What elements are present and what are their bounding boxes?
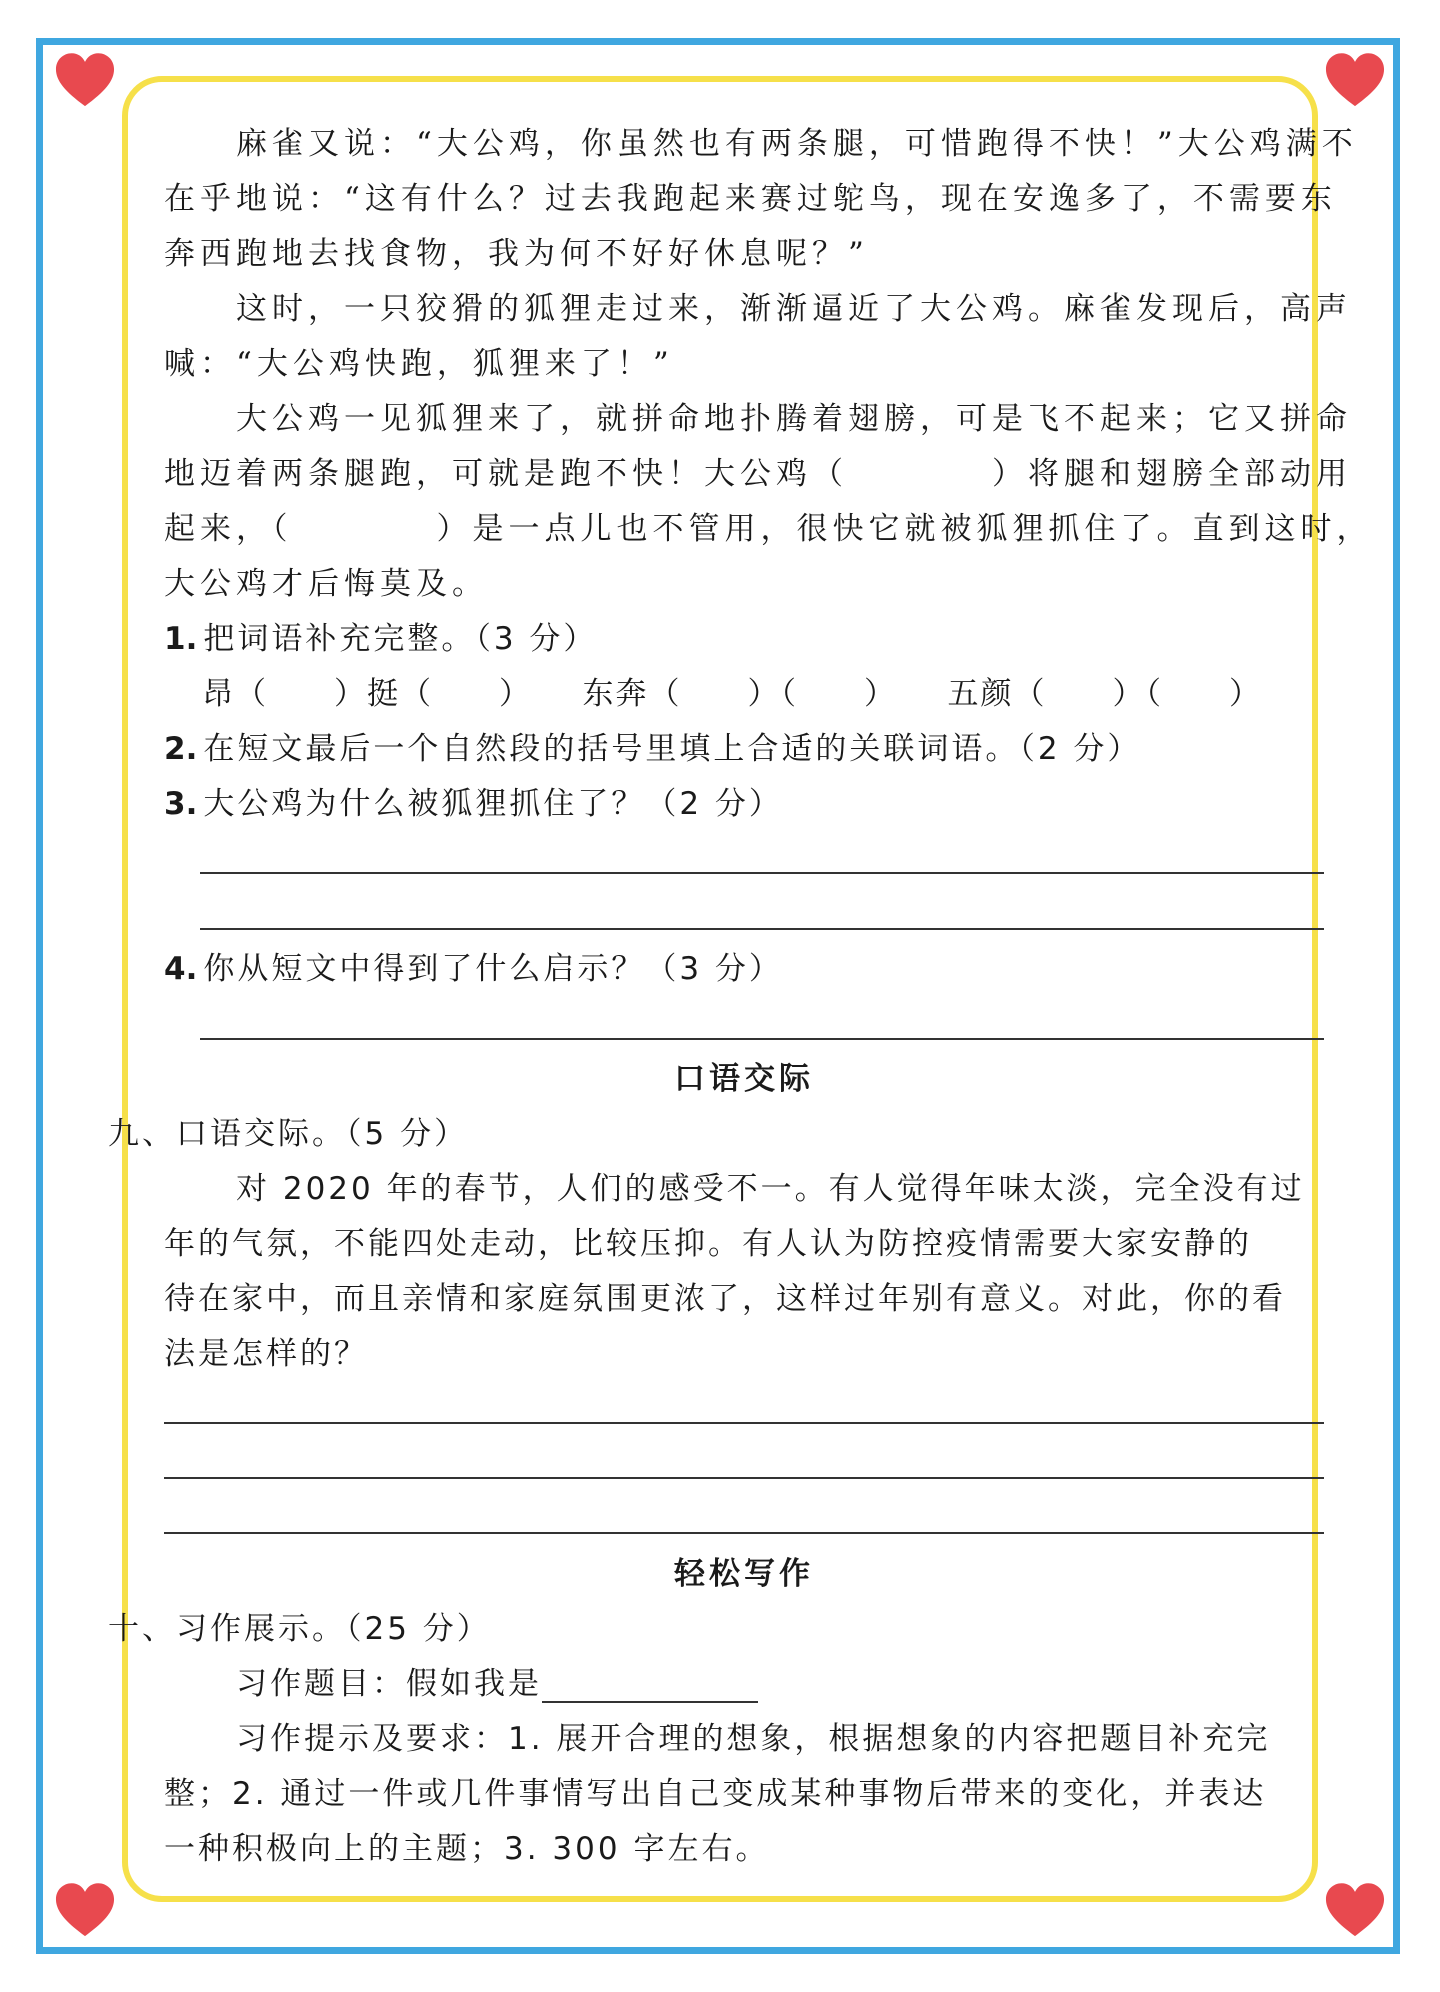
question-1	[164, 613, 597, 658]
passage-line: 在乎地说：“这有什么？过去我跑起来赛过鸵鸟，现在安逸多了，不需要东	[164, 181, 1337, 217]
writing-topic-label: 习作题目：假如我是	[236, 1666, 542, 1702]
question-number: 3.	[164, 786, 198, 822]
passage-line: 麻雀又说：“大公鸡，你虽然也有两条腿，可惜跑得不快！”大公鸡满不	[236, 126, 1358, 162]
topic-blank[interactable]	[542, 1671, 758, 1703]
fill-in-words: 昂（ ）挺（ ） 东奔（ ）（ ） 五颜（ ）（ ）	[202, 676, 1262, 712]
heart-icon-bottom-right	[1322, 1878, 1388, 1944]
question-number: 2.	[164, 731, 198, 767]
writing-topic	[236, 1658, 758, 1703]
oral-prompt-line: 年的气氛，不能四处走动，比较压抑。有人认为防控疫情需要大家安静的	[164, 1226, 1252, 1262]
passage-line: 起来，（ ）是一点儿也不管用，很快它就被狐狸抓住了。直到这时，	[164, 511, 1373, 547]
question-number: 4.	[164, 951, 198, 987]
writing-requirement-line: 一种积极向上的主题；3. 300 字左右。	[164, 1831, 770, 1867]
passage-line: 这时，一只狡猾的狐狸走过来，渐渐逼近了大公鸡。麻雀发现后，高声	[236, 291, 1352, 327]
section-title-oral: 口语交际	[674, 1061, 814, 1097]
question-text: 把词语补充完整。（3 分）	[203, 621, 598, 657]
question-text: 大公鸡为什么被狐狸抓住了？（2 分）	[203, 786, 783, 822]
question-number: 1.	[164, 621, 198, 657]
answer-line[interactable]	[200, 1038, 1324, 1040]
oral-prompt-line: 法是怎样的？	[164, 1336, 368, 1372]
heart-icon-top-right	[1322, 48, 1388, 114]
oral-prompt-line: 待在家中，而且亲情和家庭氛围更浓了，这样过年别有意义。对此，你的看	[164, 1281, 1286, 1317]
answer-line[interactable]	[200, 872, 1324, 874]
writing-requirement-line: 习作提示及要求：1. 展开合理的想象，根据想象的内容把题目补充完	[236, 1721, 1271, 1757]
answer-line[interactable]	[164, 1477, 1324, 1479]
heart-icon-top-left	[52, 48, 118, 114]
answer-line[interactable]	[164, 1532, 1324, 1534]
question-text: 在短文最后一个自然段的括号里填上合适的关联词语。（2 分）	[203, 731, 1142, 767]
question-2	[164, 723, 1141, 768]
question-text: 你从短文中得到了什么启示？（3 分）	[203, 951, 783, 987]
answer-line[interactable]	[164, 1422, 1324, 1424]
passage-line: 地迈着两条腿跑，可就是跑不快！大公鸡（ ）将腿和翅膀全部动用	[164, 456, 1352, 492]
passage-line: 大公鸡一见狐狸来了，就拼命地扑腾着翅膀，可是飞不起来；它又拼命	[236, 401, 1352, 437]
writing-requirement-line: 整；2. 通过一件或几件事情写出自己变成某种事物后带来的变化，并表达	[164, 1776, 1267, 1812]
passage-line: 奔西跑地去找食物，我为何不好好休息呢？”	[164, 236, 869, 272]
section-title-writing: 轻松写作	[674, 1556, 814, 1592]
question-3	[164, 778, 783, 823]
passage-line: 大公鸡才后悔莫及。	[164, 566, 488, 602]
section-heading-writing: 十、习作展示。（25 分）	[108, 1611, 491, 1647]
heart-icon-bottom-left	[52, 1878, 118, 1944]
question-4	[164, 943, 783, 988]
passage-line: 喊：“大公鸡快跑，狐狸来了！”	[164, 346, 674, 382]
answer-line[interactable]	[200, 928, 1324, 930]
section-heading-oral: 九、口语交际。（5 分）	[108, 1116, 469, 1152]
oral-prompt-line: 对 2020 年的春节，人们的感受不一。有人觉得年味太淡，完全没有过	[236, 1171, 1305, 1207]
